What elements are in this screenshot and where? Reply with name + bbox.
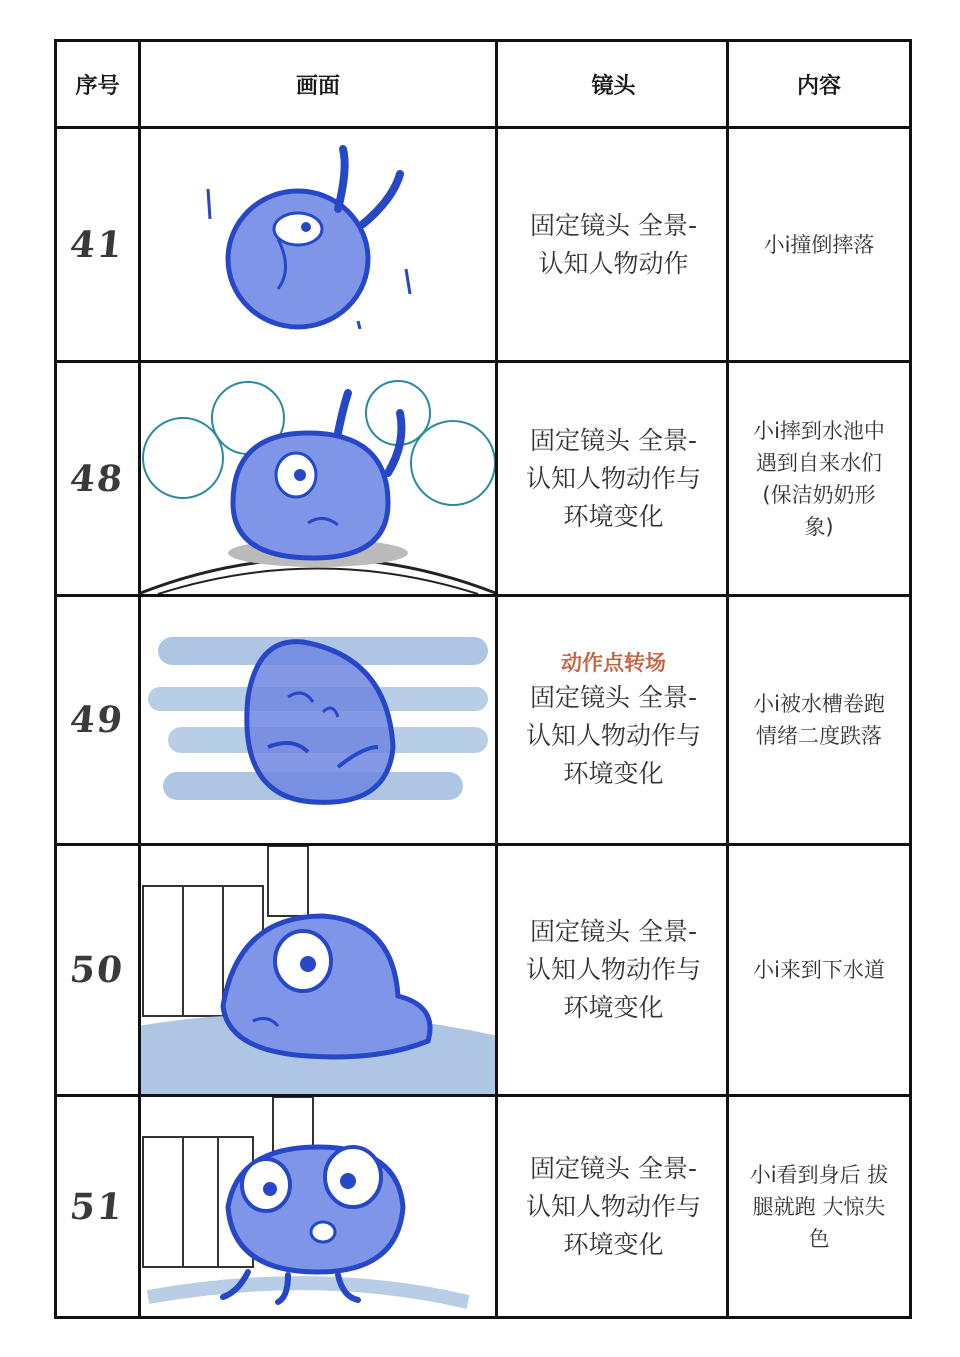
- row-divider: [57, 1094, 909, 1097]
- storyboard-table: [54, 39, 912, 1319]
- shot-line: 固定镜头 全景-: [530, 683, 697, 712]
- shot-description: [498, 129, 729, 360]
- header-shot: 镜头: [591, 73, 636, 99]
- shot-line: 环境变化: [563, 1229, 664, 1259]
- shot-line: 认知人物动作: [538, 248, 689, 278]
- content-description: 小i撞倒摔落: [763, 232, 875, 257]
- content-description: 小i来到下水道: [753, 958, 885, 982]
- blue-blob-character-crying-in-pool-icon: [138, 363, 498, 594]
- table-row: [57, 1097, 909, 1316]
- frame-sketch: [138, 129, 498, 360]
- shot-line: 认知人物动作与: [525, 955, 701, 984]
- table-row: [57, 597, 909, 843]
- row-divider: [57, 843, 909, 846]
- column-divider: [495, 42, 498, 1316]
- blue-blob-character-running-scared-icon: [138, 1097, 498, 1316]
- table-row: [57, 846, 909, 1094]
- column-divider: [138, 42, 141, 1316]
- row-index: 48: [68, 457, 127, 500]
- row-index: 49: [68, 699, 127, 741]
- blue-blob-character-swept-by-water-icon: [138, 597, 498, 843]
- shot-line: 认知人物动作与: [525, 463, 701, 493]
- shot-description: [498, 846, 729, 1094]
- shot-description: [498, 597, 729, 843]
- frame-sketch: [138, 597, 498, 843]
- shot-line: 固定镜头 全景-: [530, 210, 697, 240]
- content-description: 小i看到身后 拔 腿就跑 大惊失 色: [749, 1162, 889, 1251]
- shot-line: 环境变化: [563, 993, 664, 1022]
- row-divider: [57, 360, 909, 363]
- content-description: 小i被水槽卷跑 情绪二度跌落: [753, 692, 885, 748]
- row-index: 41: [68, 223, 127, 266]
- row-divider: [57, 594, 909, 597]
- shot-description: [498, 363, 729, 594]
- row-divider: [57, 126, 909, 129]
- table-header: [57, 42, 909, 126]
- column-divider: [726, 42, 729, 1316]
- header-content: 内容: [796, 73, 841, 99]
- shot-line: 环境变化: [563, 759, 664, 788]
- header-index: 序号: [75, 73, 120, 99]
- table-row: [57, 363, 909, 594]
- blue-blob-character-in-sewer-icon: [138, 846, 498, 1094]
- table-row: [57, 129, 909, 360]
- row-index: 51: [68, 1185, 127, 1228]
- shot-line: 固定镜头 全景-: [530, 917, 697, 946]
- shot-line: 环境变化: [563, 501, 664, 531]
- row-index: 50: [68, 949, 127, 991]
- blue-blob-character-falling-icon: [138, 129, 498, 360]
- shot-line: 认知人物动作与: [525, 1191, 701, 1221]
- frame-sketch: [138, 1097, 498, 1316]
- transition-tag: 动作点转场: [560, 651, 666, 675]
- frame-sketch: [138, 846, 498, 1094]
- shot-line: 固定镜头 全景-: [530, 1153, 697, 1183]
- shot-line: 认知人物动作与: [525, 721, 701, 750]
- header-frame: 画面: [295, 73, 340, 99]
- frame-sketch: [138, 363, 498, 594]
- shot-line: 固定镜头 全景-: [530, 425, 697, 455]
- shot-description: [498, 1097, 729, 1316]
- content-description: 小i摔到水池中 遇到自来水们 (保洁奶奶形 象): [753, 418, 885, 539]
